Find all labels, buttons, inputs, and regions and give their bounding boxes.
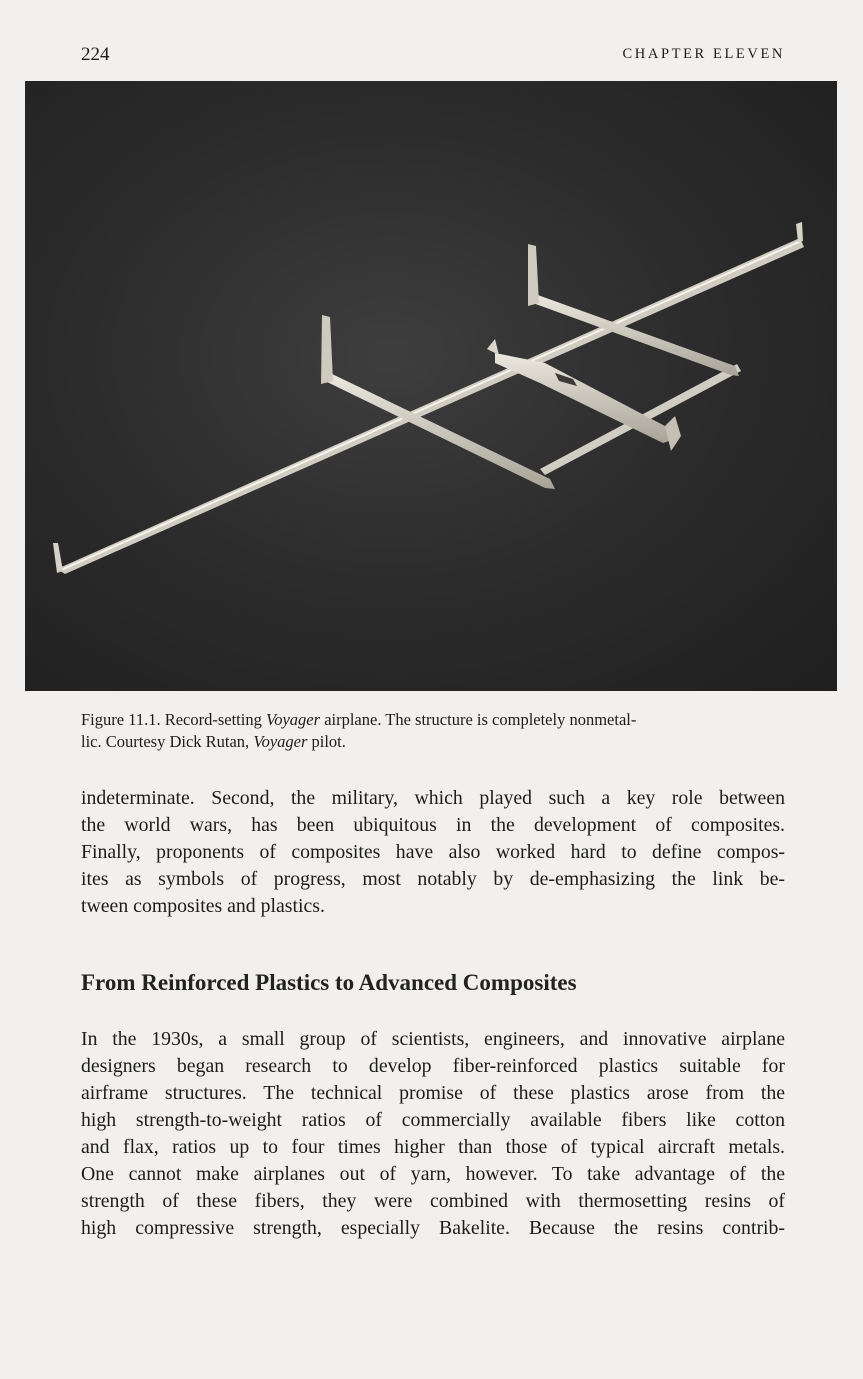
caption-italic-title: Voyager <box>265 710 321 729</box>
right-boom <box>530 294 739 376</box>
running-head <box>81 44 785 66</box>
caption-line2-italic: Voyager <box>253 731 308 751</box>
chapter-title: CHAPTER ELEVEN <box>622 46 785 62</box>
voyager-airplane-illustration <box>25 81 837 691</box>
paragraph-1-line: the world wars, has been ubiquitous in the development of composites. <box>81 814 785 836</box>
left-winglet <box>53 543 63 573</box>
paragraph-1-line: tween composites and plastics. <box>81 895 325 917</box>
caption-prefix: Figure 11.1. Record-setting <box>81 710 266 729</box>
paragraph-1 <box>81 785 785 920</box>
caption-middle: airplane. The structure is completely nonmetal- <box>320 710 637 729</box>
paragraph-2-line: airframe structures. The technical promise of these plastics arose from the <box>81 1082 785 1104</box>
rear-propeller <box>487 339 499 355</box>
paragraph-1-line: ites as symbols of progress, most notably by de-emphasizing the link be- <box>81 868 785 890</box>
figure-photo <box>25 81 837 691</box>
paragraph-2-line: One cannot make airplanes out of yarn, however. To take advantage of the <box>81 1163 785 1185</box>
wing-highlight <box>59 241 801 571</box>
caption-line2-prefix: lic. Courtesy Dick Rutan, <box>81 731 254 751</box>
paragraph-2-line: high compressive strength, especially Bakelite. Because the resins contrib- <box>81 1217 785 1239</box>
page-number: 224 <box>81 44 110 65</box>
paragraph-1-line: indeterminate. Second, the military, which played such a key role between <box>81 787 785 809</box>
paragraph-2-line: designers began research to develop fiber-reinforced plastics suitable for <box>81 1055 785 1077</box>
left-boom <box>325 373 555 489</box>
section-heading: From Reinforced Plastics to Advanced Composites <box>81 970 577 995</box>
paragraph-2-line: strength of these fibers, they were combined with thermosetting resins of <box>81 1190 785 1212</box>
paragraph-2-line: and flax, ratios up to four times higher than those of typical aircraft metals. <box>81 1136 785 1158</box>
paragraph-2-line: high strength-to-weight ratios of commercially available fibers like cotton <box>81 1109 785 1131</box>
right-winglet <box>796 222 803 242</box>
paragraph-2-line: In the 1930s, a small group of scientists, engineers, and innovative airplane <box>81 1028 785 1050</box>
left-tail-fin <box>321 315 333 384</box>
fuselage <box>495 353 675 443</box>
paragraph-2 <box>81 1026 785 1242</box>
paragraph-1-line: Finally, proponents of composites have also worked hard to define compos- <box>81 841 785 863</box>
figure-caption <box>81 709 785 752</box>
front-propeller <box>665 416 681 451</box>
right-tail-fin <box>528 244 539 306</box>
caption-line2-suffix: pilot. <box>307 731 346 751</box>
